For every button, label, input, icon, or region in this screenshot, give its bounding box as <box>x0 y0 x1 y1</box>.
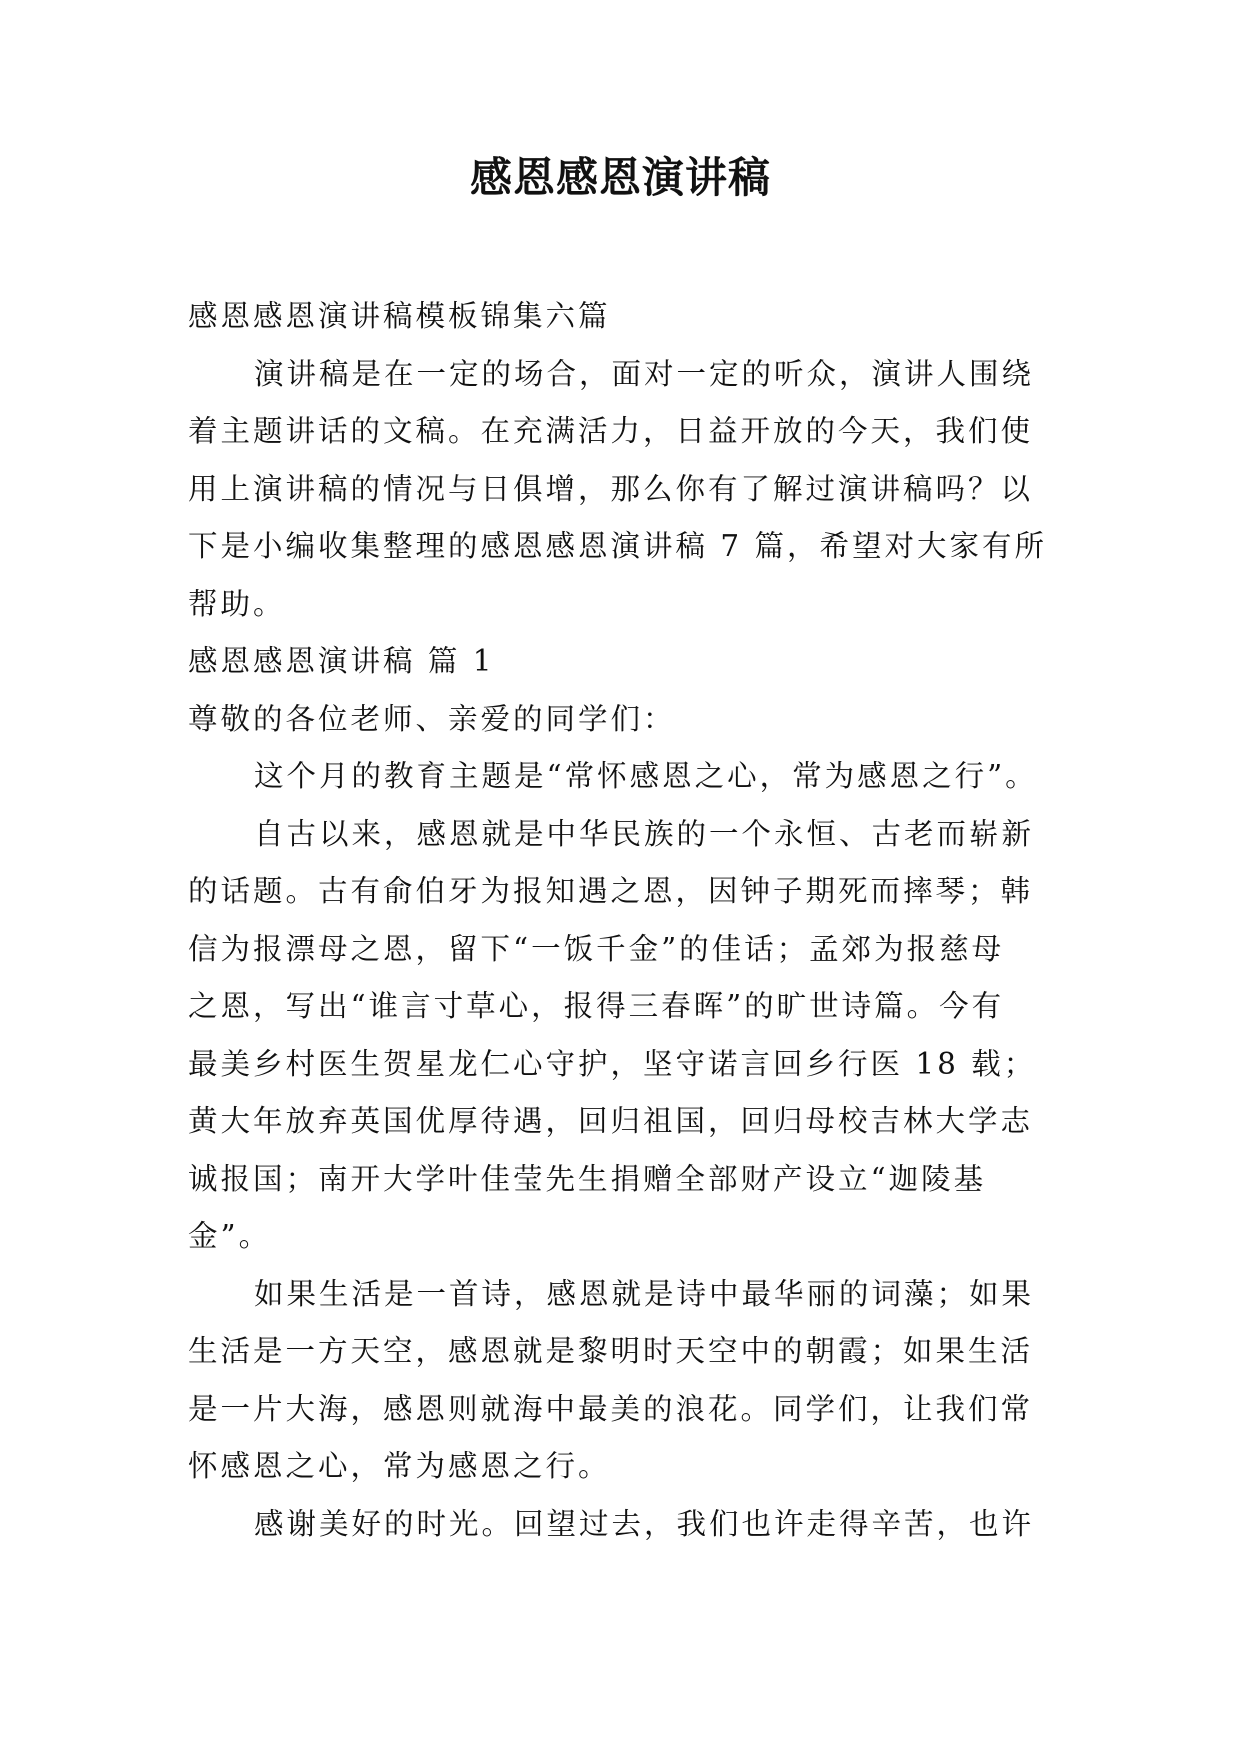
body-line: 最美乡村医生贺星龙仁心守护，坚守诺言回乡行医 18 载； <box>188 1046 1037 1081</box>
body-line: 自古以来，感恩就是中华民族的一个永恒、古老而崭新 <box>254 816 1035 851</box>
body-line: 用上演讲稿的情况与日俱增，那么你有了解过演讲稿吗？以 <box>188 471 1034 506</box>
document-body <box>188 288 1068 1553</box>
body-line: 演讲稿是在一定的场合，面对一定的听众，演讲人围绕 <box>254 356 1035 391</box>
body-line: 着主题讲话的文稿。在充满活力，日益开放的今天，我们使 <box>188 414 1034 448</box>
body-line: 感谢美好的时光。回望过去，我们也许走得辛苦，也许 <box>254 1506 1035 1541</box>
body-line: 感恩感恩演讲稿 篇 1 <box>188 644 495 678</box>
body-line: 这个月的教育主题是“常怀感恩之心，常为感恩之行”。 <box>254 759 1038 793</box>
body-line: 的话题。古有俞伯牙为报知遇之恩，因钟子期死而摔琴；韩 <box>188 874 1034 908</box>
body-line: 帮助。 <box>188 586 286 621</box>
body-line: 如果生活是一首诗，感恩就是诗中最华丽的词藻；如果 <box>254 1276 1035 1311</box>
body-line: 黄大年放弃英国优厚待遇，回归祖国，回归母校吉林大学志 <box>188 1104 1034 1138</box>
body-line: 之恩，写出“谁言寸草心，报得三春晖”的旷世诗篇。今有 <box>188 989 1005 1023</box>
body-line: 诚报国；南开大学叶佳莹先生捐赠全部财产设立“迦陵基 <box>188 1161 987 1196</box>
body-line: 是一片大海，感恩则就海中最美的浪花。同学们，让我们常 <box>188 1391 1034 1426</box>
body-line: 感恩感恩演讲稿模板锦集六篇 <box>188 299 611 333</box>
document-title: 感恩感恩演讲稿 <box>469 153 771 202</box>
body-line: 怀感恩之心，常为感恩之行。 <box>188 1449 611 1483</box>
body-line: 信为报漂母之恩，留下“一饭千金”的佳话；孟郊为报慈母 <box>188 931 1005 966</box>
body-line: 下是小编收集整理的感恩感恩演讲稿 7 篇，希望对大家有所 <box>188 529 1048 563</box>
body-line: 金”。 <box>188 1219 272 1253</box>
body-line: 尊敬的各位老师、亲爱的同学们： <box>188 701 676 736</box>
body-line: 生活是一方天空，感恩就是黎明时天空中的朝霞；如果生活 <box>188 1334 1034 1368</box>
